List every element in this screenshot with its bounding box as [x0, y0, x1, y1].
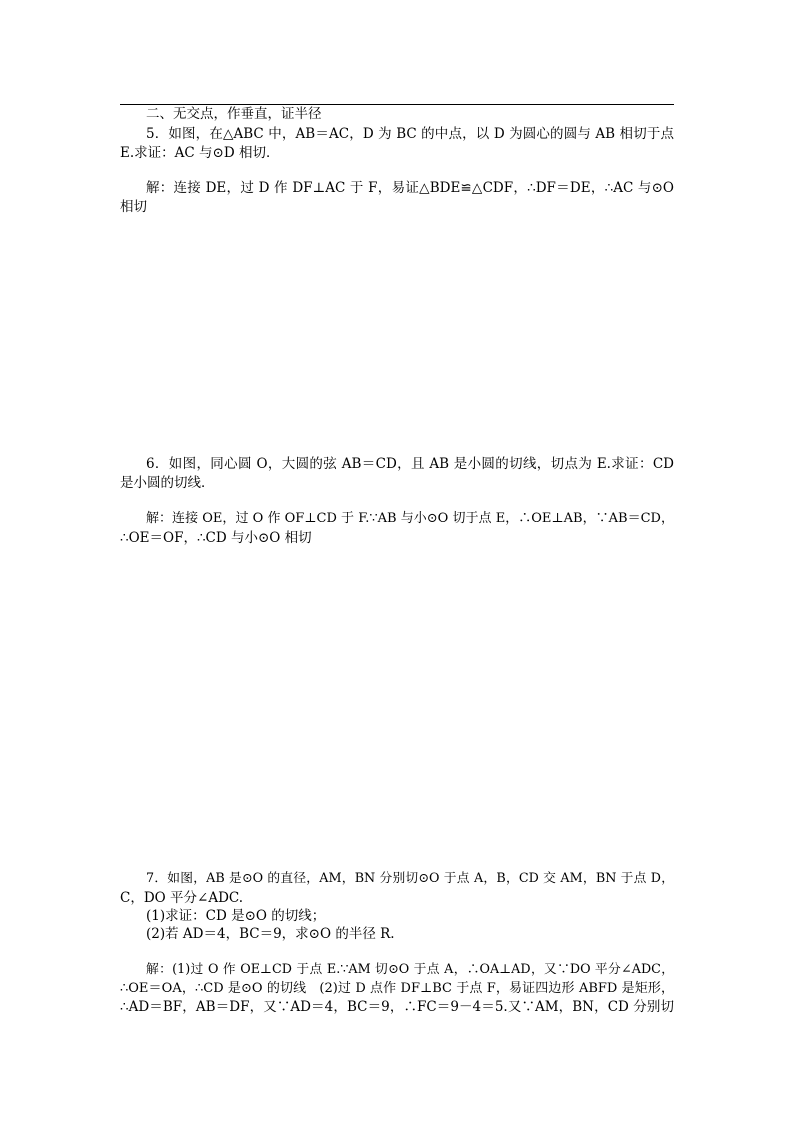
q7-text-line-1: 7．如图，AB 是⊙O 的直径，AM，BN 分别切⊙O 于点 A，B，CD 交 AM，BN 于点 D，: [146, 871, 674, 886]
q7-part-1: (1)求证：CD 是⊙O 的切线；: [146, 908, 326, 924]
q7-part-2: (2)若 AD＝4，BC＝9，求⊙O 的半径 R.: [146, 926, 395, 942]
q7-text-line-2: C，DO 平分∠ADC.: [120, 890, 244, 906]
q7-solution-line-3: ∴AD＝BF，AB＝DF，又∵AD＝4，BC＝9，∴FC＝9－4＝5.又∵AM，BN，CD 分别切: [120, 999, 674, 1015]
q7-solution-line-1: 解：(1)过 O 作 OE⊥CD 于点 E.∵AM 切⊙O 于点 A，∴OA⊥AD，又∵DO 平分∠ADC，: [146, 962, 674, 977]
q7-solution-line-2: ∴OE＝OA，∴CD 是⊙O 的切线 (2)过 D 点作 DF⊥BC 于点 F，易证四边形 ABFD 是矩形，: [120, 981, 674, 996]
q6-text-line-1: 6．如图，同心圆 O，大圆的弦 AB＝CD，且 AB 是小圆的切线，切点为 E.求证：CD: [146, 456, 674, 472]
q5-text-line-1: 5．如图，在△ABC 中，AB＝AC，D 为 BC 的中点，以 D 为圆心的圆与 AB 相切于点: [146, 126, 674, 142]
q5-solution-line-2: 相切: [120, 199, 147, 215]
q6-text-line-2: 是小圆的切线．: [120, 475, 215, 491]
q5-solution-line-1: 解：连接 DE，过 D 作 DF⊥AC 于 F，易证△BDE≌△CDF，∴DF＝DE，∴AC 与⊙O: [146, 180, 674, 196]
q6-solution-line-1: 解：连接 OE，过 O 作 OF⊥CD 于 F.∵AB 与小⊙O 切于点 E，∴OE⊥AB，∵AB＝CD，: [146, 511, 674, 526]
q6-solution-line-2: ∴OE＝OF，∴CD 与小⊙O 相切: [120, 530, 312, 546]
q5-text-line-2: E.求证：AC 与⊙D 相切．: [120, 145, 280, 161]
section-heading: 二、无交点，作垂直，证半径: [146, 106, 322, 122]
